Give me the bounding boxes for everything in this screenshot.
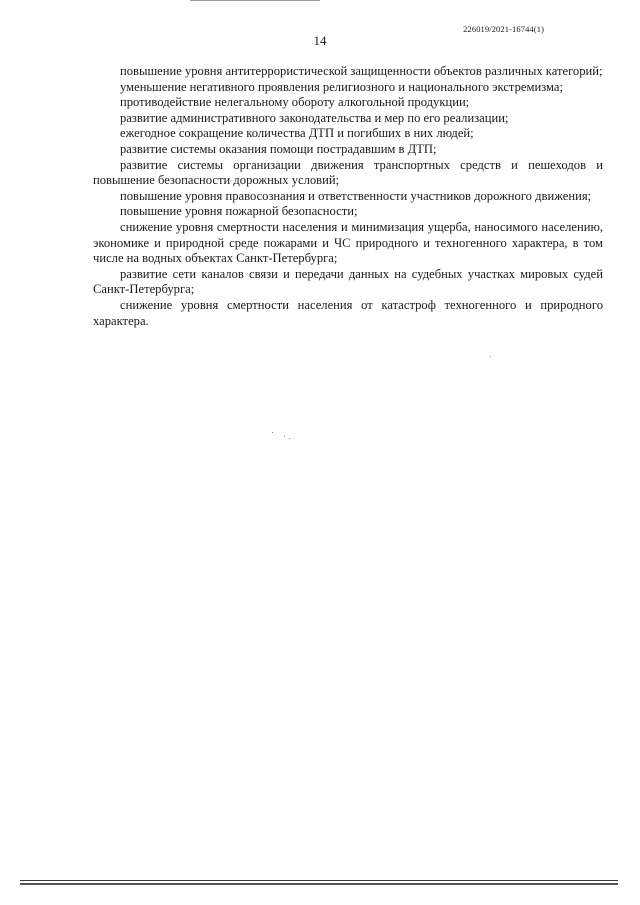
list-item: развитие сети каналов связи и передачи данных на судебных участках мировых судей Санкт-Петербурга;: [93, 266, 603, 297]
list-item: противодействие нелегальному обороту алкогольной продукции;: [120, 95, 470, 110]
document-body: [93, 64, 603, 329]
list-item: повышение уровня пожарной безопасности;: [120, 204, 358, 219]
scan-artifact-top: [190, 0, 320, 1]
list-item: развитие системы организации движения транспортных средств и пешеходов и повышение безопасности дорожных условий;: [93, 157, 603, 188]
list-item: ежегодное сокращение количества ДТП и погибших в них людей;: [120, 126, 474, 141]
list-item: уменьшение негативного проявления религиозного и национального экстремизма;: [120, 79, 563, 94]
page-number: 14: [313, 33, 327, 48]
list-item: повышение уровня антитеррористической защищенности объектов различных категорий;: [120, 64, 603, 78]
list-item: развитие административного законодательства и мер по его реализации;: [120, 110, 509, 125]
scan-speck: [490, 356, 491, 357]
document-number: 226019/2021-16744(1): [463, 24, 544, 34]
list-item: повышение уровня правосознания и ответственности участников дорожного движения;: [120, 188, 592, 203]
scan-speck: [289, 438, 290, 439]
scan-artifact-bottom: [20, 883, 618, 885]
list-item: развитие системы оказания помощи пострадавшим в ДТП;: [120, 141, 437, 156]
scan-artifact-bottom: [20, 880, 618, 881]
list-item: снижение уровня смертности населения и минимизация ущерба, наносимого населению, экономике и природной среде пожарами и ЧС природного и техногенного характера, в том числе на водных объектах Санкт-Петербурга;: [93, 219, 603, 266]
list-item: снижение уровня смертности населения от катастроф техногенного и природного характера.: [93, 297, 603, 328]
scan-speck: [272, 432, 273, 433]
scan-speck: [284, 436, 285, 437]
